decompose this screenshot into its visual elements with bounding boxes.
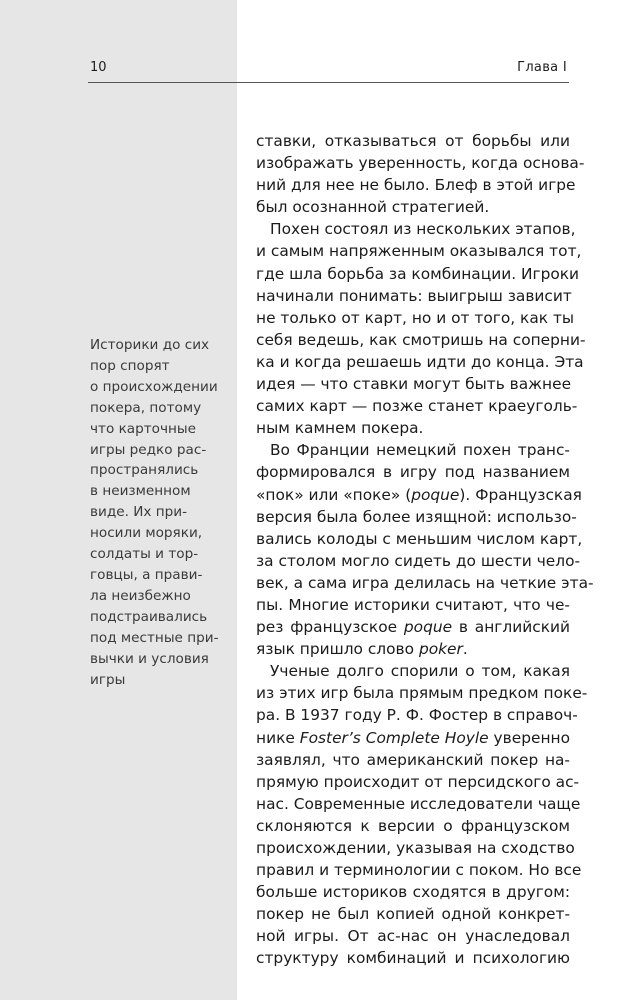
text-run: . bbox=[462, 640, 468, 659]
text-run: в английский bbox=[452, 618, 570, 637]
text-run: уверенно bbox=[488, 728, 570, 747]
text-line: Похен состоял из нескольких этапов, bbox=[270, 220, 576, 239]
text-line bbox=[256, 727, 570, 749]
header-rule bbox=[88, 82, 569, 83]
margin-note-line: покера, потому bbox=[90, 399, 202, 416]
text-line: заявлял, что американский покер на- bbox=[256, 750, 570, 769]
margin-note-line: игры bbox=[90, 671, 126, 688]
text-line: век, а сама игра делилась на четкие эта- bbox=[256, 573, 594, 592]
paragraph-3 bbox=[256, 439, 594, 660]
margin-note-line: что карточные bbox=[90, 420, 197, 437]
text-line: ной игры. От ас-нас он унаследовал bbox=[256, 927, 570, 946]
book-title: Foster’s Complete Hoyle bbox=[299, 728, 489, 747]
text-line: из этих игр была прямым предком поке- bbox=[256, 684, 588, 703]
margin-note-line: пространялись bbox=[90, 462, 199, 479]
paragraph-4 bbox=[256, 660, 588, 969]
margin-note bbox=[90, 335, 230, 690]
text-line: и самым напряженным оказывался тот, bbox=[256, 242, 582, 261]
text-run: нике bbox=[256, 728, 300, 747]
text-run: ). Французская bbox=[459, 485, 582, 504]
margin-note-line: ла неизбежно bbox=[90, 587, 191, 604]
italic-term: poque bbox=[403, 618, 453, 637]
text-line: версия была более изящной: использо- bbox=[256, 507, 577, 526]
text-line: Во Франции немецкий похен транс- bbox=[270, 441, 570, 460]
text-line: структуру комбинаций и психологию bbox=[256, 949, 570, 968]
text-line: ставки, отказываться от борьбы или bbox=[256, 132, 570, 150]
margin-note-line: говцы, а прави- bbox=[90, 566, 203, 583]
margin-note-line: в неизменном bbox=[90, 483, 191, 500]
text-line: изображать уверенность, когда основа- bbox=[256, 154, 585, 173]
text-line: самих карт — позже станет краеуголь- bbox=[256, 397, 578, 416]
paragraph-1 bbox=[256, 130, 585, 218]
margin-note-line: носили моряки, bbox=[90, 525, 203, 542]
italic-term: poker bbox=[418, 640, 463, 659]
margin-note-line: виде. Их при- bbox=[90, 504, 188, 521]
text-line: прямую происходит от персидского ас- bbox=[256, 772, 580, 791]
text-line bbox=[256, 616, 570, 638]
text-line: склоняются к версии о французском bbox=[256, 816, 570, 835]
text-line bbox=[256, 484, 582, 506]
italic-term: poque bbox=[411, 485, 460, 504]
text-run: язык пришло слово bbox=[256, 640, 419, 659]
text-line: не только от карт, но и от того, как ты bbox=[256, 308, 575, 327]
margin-note-line: о происхождении bbox=[90, 378, 218, 395]
paragraph-2 bbox=[256, 218, 586, 439]
margin-note-line: под местные при- bbox=[90, 629, 219, 646]
margin-note-line: Историки до сих bbox=[90, 337, 210, 353]
text-line: идея — что ставки могут быть важнее bbox=[256, 375, 572, 394]
text-line: покер не был копией одной конкрет- bbox=[256, 905, 570, 924]
text-run: «пок» или «поке» ( bbox=[256, 485, 412, 504]
text-run: рез французское bbox=[256, 618, 404, 637]
text-line: Ученые долго спорили о том, какая bbox=[270, 662, 570, 681]
text-line: пы. Многие историки считают, что че- bbox=[256, 595, 570, 614]
text-line: правил и терминологии с поком. Но все bbox=[256, 861, 582, 880]
margin-note-line: игры редко рас- bbox=[90, 441, 207, 458]
text-line: начинали понимать: выигрыш зависит bbox=[256, 286, 572, 305]
margin-note-line: солдаты и тор- bbox=[90, 546, 199, 563]
margin-note-line: подстраивались bbox=[90, 608, 208, 625]
margin-note-line: пор спорят bbox=[90, 357, 170, 374]
text-line: нас. Современные исследователи чаще bbox=[256, 794, 581, 813]
text-line: ра. В 1937 году Р. Ф. Фостер в справоч- bbox=[256, 706, 578, 725]
text-line: себя ведешь, как смотришь на соперни- bbox=[256, 330, 586, 349]
text-line bbox=[256, 638, 570, 660]
text-line: за столом могло сидеть до шести чело- bbox=[256, 551, 581, 570]
text-line: где шла борьба за комбинации. Игроки bbox=[256, 264, 580, 283]
text-line: формировался в игру под названием bbox=[256, 463, 570, 482]
body-text bbox=[256, 130, 594, 970]
text-line: ным камнем покера. bbox=[256, 419, 424, 438]
text-line: ка и когда решаешь идти до конца. Эта bbox=[256, 352, 584, 371]
page-number: 10 bbox=[90, 60, 107, 75]
text-line: происхождении, указывая на сходство bbox=[256, 839, 575, 857]
running-head: Глава I bbox=[517, 60, 567, 75]
margin-note-line: вычки и условия bbox=[90, 650, 209, 667]
text-line: ний для нее не было. Блеф в этой игре bbox=[256, 176, 576, 195]
text-line: вались колоды с меньшим числом карт, bbox=[256, 529, 583, 548]
text-line: был осознанной стратегией. bbox=[256, 198, 490, 217]
text-line: больше историков сходятся в другом: bbox=[256, 883, 570, 902]
